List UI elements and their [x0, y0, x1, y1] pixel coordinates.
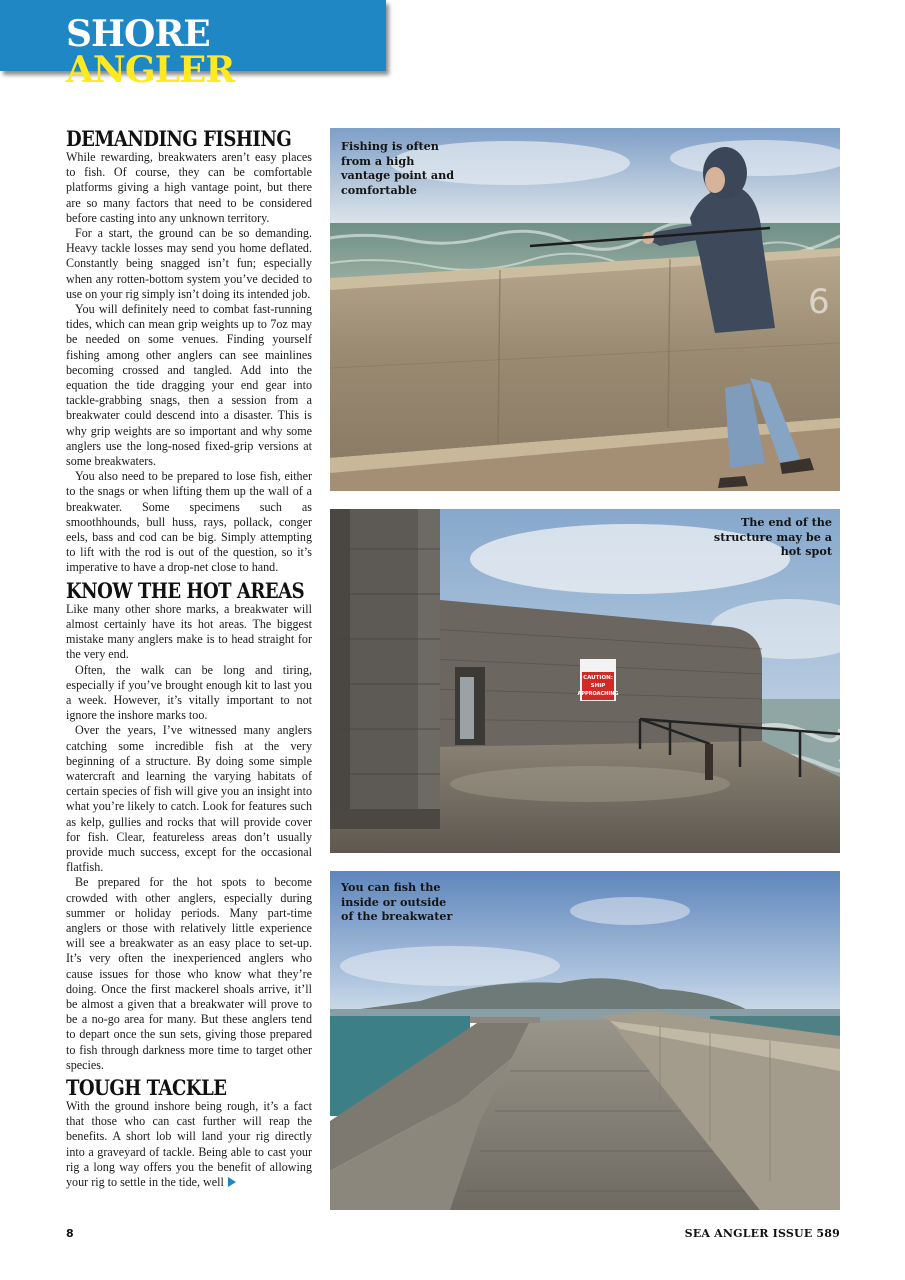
- photo-caption: The end of the structure may be a hot spot: [713, 515, 832, 558]
- photo-caption: You can fish the inside or outside of the breakwater: [341, 880, 453, 923]
- sign-line-2: SHIP: [590, 683, 606, 689]
- paragraph: Be prepared for the hot spots to become crowded with other anglers, especially during summer or holiday periods. Many part-time anglers or those with relatively little experience will see a breakwater as an easy place to set-up. It’s very often the inexperienced anglers who cause issues for those who know what they’re doing. Once the first mackerel shoals arrive, it’ll be almost a given that a breakwater will prove to be a no-go area for many. But these anglers tend to depart once the sun sets, giving those prepared to fish through darkness more time to target other species.: [66, 875, 312, 1072]
- section-title-shore: SHORE: [66, 13, 210, 55]
- article-column: [66, 128, 312, 1190]
- continue-arrow-icon: [228, 1177, 236, 1187]
- paragraph-continued: [66, 1099, 312, 1190]
- paragraph: Often, the walk can be long and tiring, especially if you’ve brought enough kit to last you a week. However, it’s vitally important to not ignore the inshore marks too.: [66, 662, 312, 723]
- paragraph: Like many other shore marks, a breakwater will almost certainly have its hot areas. The biggest mistake many anglers make is to head straight for the very end.: [66, 601, 312, 662]
- section-title-angler: ANGLER: [66, 49, 235, 91]
- paragraph: While rewarding, breakwaters aren’t easy places to fish. Of course, they can be comfortable platforms giving a high vantage point, but there are so many factors that need to be considered before casting into any unknown territory.: [66, 150, 312, 225]
- paragraph: For a start, the ground can be so demanding. Heavy tackle losses may send you home deflated. Constantly being snagged isn’t fun; especially when any rotten-bottom system you’ve decided to use on your rig simply isn’t doing its intended job.: [66, 226, 312, 301]
- paragraph: You also need to be prepared to lose fish, either to the snags or when lifting them up the wall of a breakwater. Some specimens such as smoothhounds, bull huss, rays, pollack, conger eels, bass and cod can be big. Simply attempting to lift with the rod is out of the question, so it’s imperative to have a drop-net close to hand.: [66, 469, 312, 575]
- sign-line-1: CAUTION:: [583, 675, 613, 681]
- heading-tough-tackle: TOUGH TACKLE: [66, 1074, 227, 1100]
- paragraph-text: With the ground inshore being rough, it’s a fact that those who can cast further will reap the benefits. A short lob will land your rig directly into a graveyard of tackle. Being able to cast your rig a long way offers you the benefit of allowing your rig to settle in the tide, well: [66, 1098, 312, 1189]
- svg-text:6: 6: [808, 282, 830, 322]
- photo-caption: Fishing is often from a high vantage point and comfortable: [341, 139, 455, 197]
- section-banner: [0, 0, 386, 91]
- paragraph: Over the years, I’ve witnessed many anglers catching some incredible fish at the very beginning of a structure. By doing some simple watercraft and learning the varying habitats of certain species of fish will give you an insight into what you’re likely to catch. Look for features such as kelp, gullies and rocks that will provide cover for fish. Clear, featureless areas don’t usually provide much success, except for the occasional flatfish.: [66, 723, 312, 875]
- photo-breakwater-end: [330, 509, 840, 853]
- section-title: [66, 13, 386, 91]
- sign-line-3: APPROACHING: [577, 691, 619, 697]
- heading-demanding-fishing: DEMANDING FISHING: [66, 126, 292, 151]
- page-number: 8: [66, 1227, 74, 1240]
- heading-know-the-hot-areas: KNOW THE HOT AREAS: [66, 577, 305, 603]
- magazine-issue: SEA ANGLER ISSUE 589: [684, 1227, 840, 1240]
- paragraph: You will definitely need to combat fast-running tides, which can mean grip weights up to 7oz may be needed on some venues. Finding yourself fishing among other anglers can see mainlines becoming crossed and tangled. Add into the equation the tide dragging your end gear into tackle-grabbing snags, then a session from a breakwater could descend into a disaster. This is why grip weights are so important and why some anglers use the long-nosed fixed-grip versions at some breakwaters.: [66, 302, 312, 469]
